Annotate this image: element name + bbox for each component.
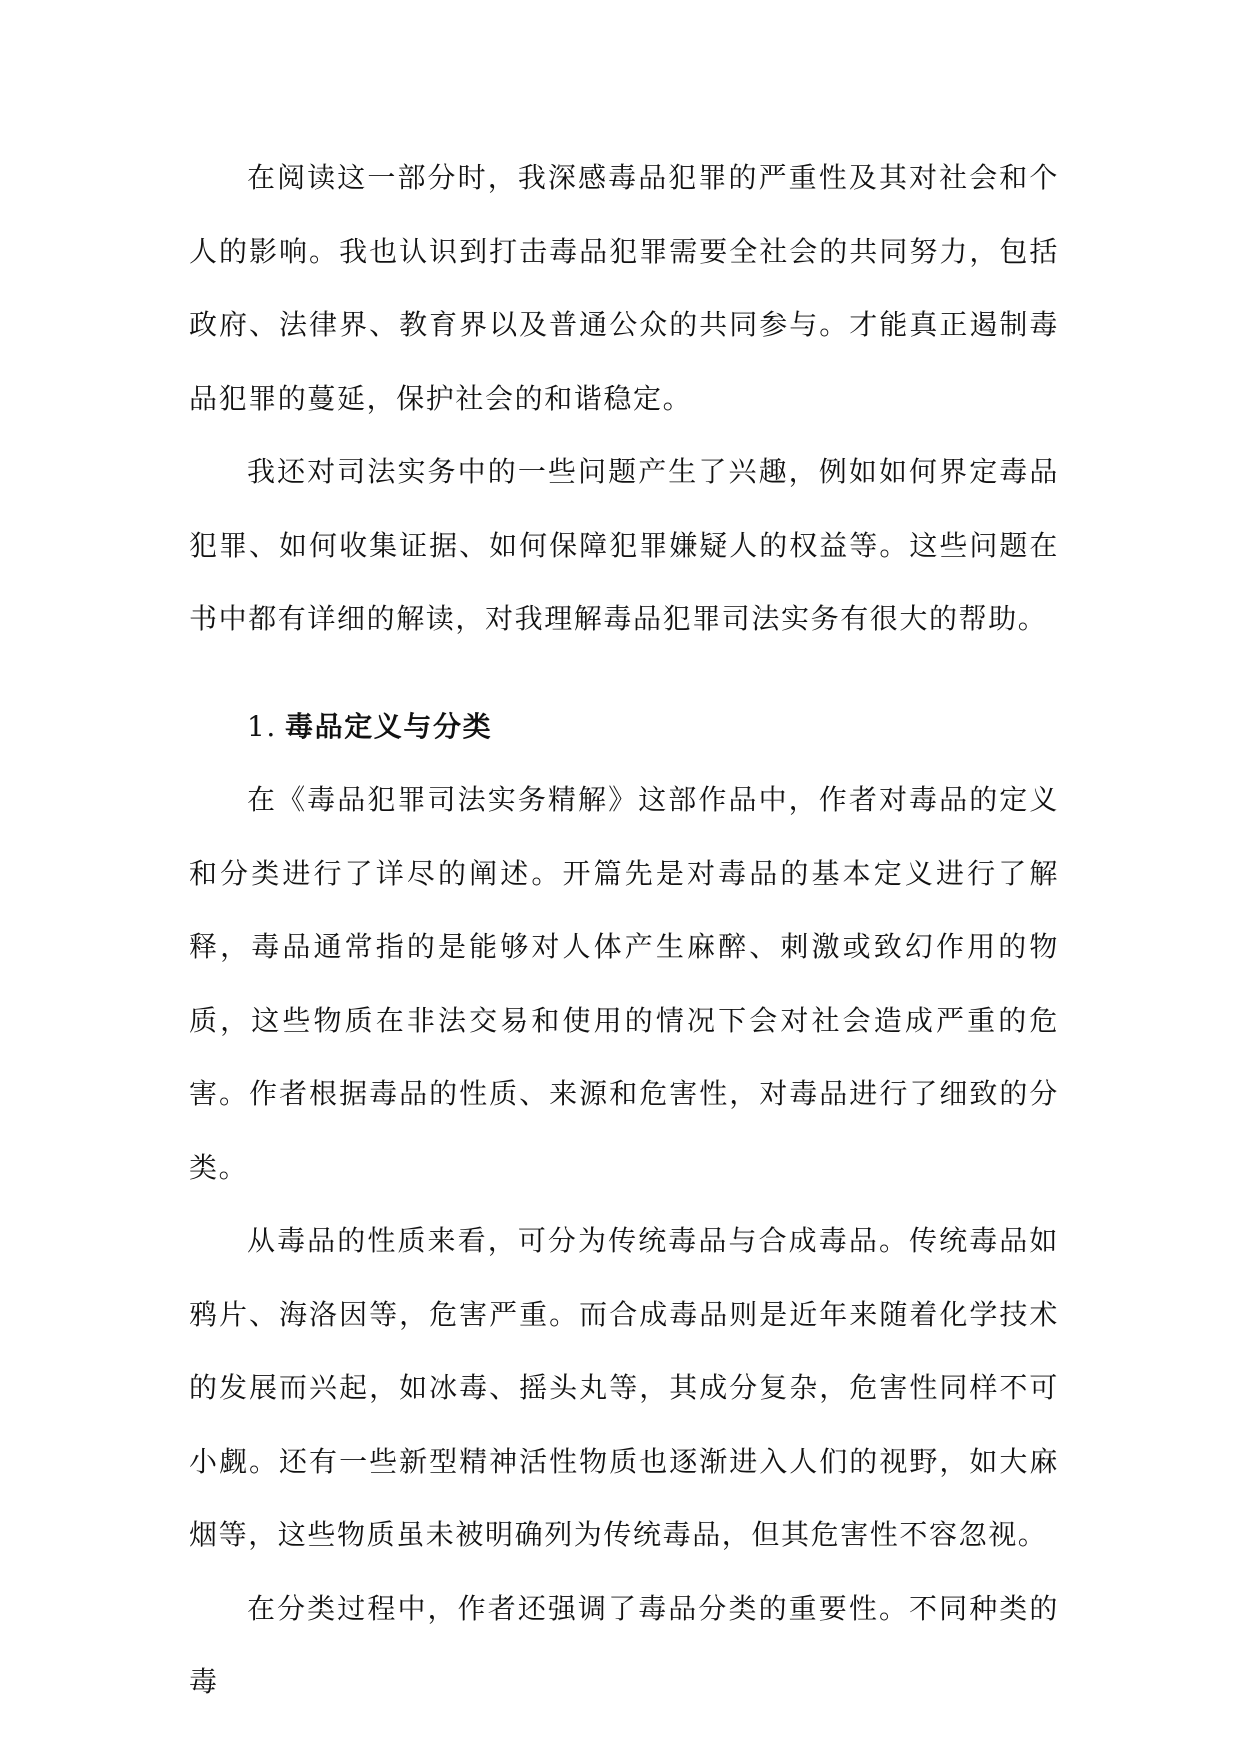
body-paragraph: 从毒品的性质来看，可分为传统毒品与合成毒品。传统毒品如鸦片、海洛因等，危害严重。而合成毒品则是近年来随着化学技术的发展而兴起，如冰毒、摇头丸等，其成分复杂，危害性同样不可小觑。还有一些新型精神活性物质也逐渐进入人们的视野，如大麻烟等，这些物质虽未被明确列为传统毒品，但其危害性不容忽视。 — [189, 1224, 1059, 1551]
section-title: 毒品定义与分类 — [285, 709, 493, 743]
body-paragraph: 在分类过程中，作者还强调了毒品分类的重要性。不同种类的毒 — [189, 1591, 1059, 1698]
document-body — [189, 141, 1059, 1719]
body-paragraph: 在阅读这一部分时，我深感毒品犯罪的严重性及其对社会和个人的影响。我也认识到打击毒品犯罪需要全社会的共同努力，包括政府、法律界、教育界以及普通公众的共同参与。才能真正遏制毒品犯罪的蔓延，保护社会的和谐稳定。 — [189, 161, 1059, 415]
section-heading — [189, 690, 1059, 764]
body-paragraph: 我还对司法实务中的一些问题产生了兴趣，例如如何界定毒品犯罪、如何收集证据、如何保障犯罪嫌疑人的权益等。这些问题在书中都有详细的解读，对我理解毒品犯罪司法实务有很大的帮助。 — [189, 455, 1059, 635]
section-number: 1. — [247, 709, 277, 743]
body-paragraph: 在《毒品犯罪司法实务精解》这部作品中，作者对毒品的定义和分类进行了详尽的阐述。开篇先是对毒品的基本定义进行了解释，毒品通常指的是能够对人体产生麻醉、刺激或致幻作用的物质，这些物质在非法交易和使用的情况下会对社会造成严重的危害。作者根据毒品的性质、来源和危害性，对毒品进行了细致的分类。 — [189, 783, 1059, 1184]
